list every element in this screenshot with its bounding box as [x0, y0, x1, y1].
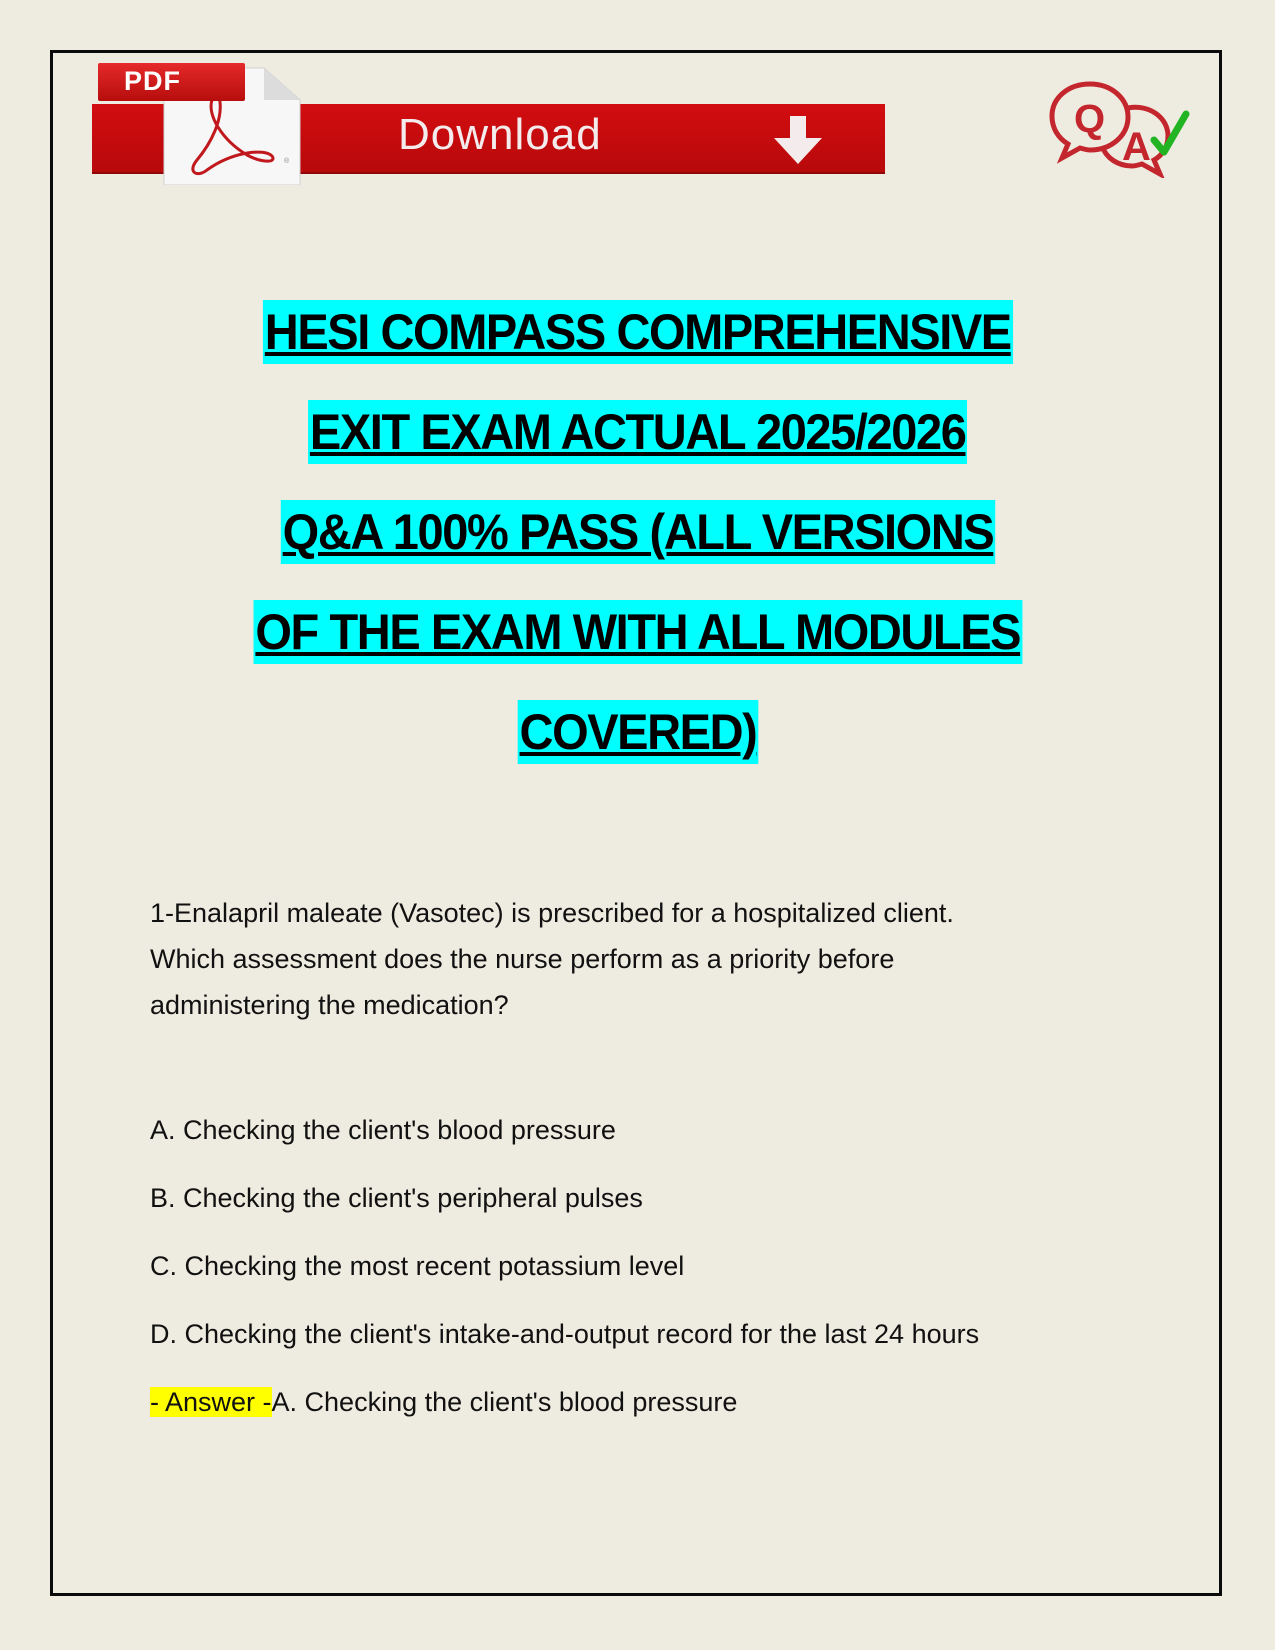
svg-text:A: A: [1122, 125, 1151, 169]
qa-bubbles-icon: [1040, 78, 1210, 178]
svg-text:®: ®: [284, 158, 290, 165]
answer-text: A. Checking the client's blood pressure: [271, 1387, 738, 1417]
title-line: EXIT EXAM ACTUAL 2025/2026: [60, 400, 1215, 500]
title-line: Q&A 100% PASS (ALL VERSIONS: [60, 500, 1215, 600]
answer-options: [150, 1113, 979, 1385]
svg-text:Q: Q: [1074, 97, 1106, 141]
title-line: COVERED): [60, 700, 1215, 800]
document-title: [60, 300, 1215, 800]
answer-line: [150, 1385, 737, 1419]
title-line: HESI COMPASS COMPREHENSIVE: [60, 300, 1215, 400]
question-block: [150, 890, 1150, 1417]
question-line: 1-Enalapril maleate (Vasotec) is prescribed for a hospitalized client.: [150, 898, 954, 928]
title-line: OF THE EXAM WITH ALL MODULES: [60, 600, 1215, 700]
question-line: administering the medication?: [150, 990, 509, 1020]
answer-label: - Answer -: [150, 1387, 272, 1417]
option-c: C. Checking the most recent potassium level: [150, 1251, 685, 1281]
option-a: A. Checking the client's blood pressure: [150, 1115, 616, 1145]
option-d: D. Checking the client's intake-and-output record for the last 24 hours: [150, 1319, 980, 1349]
download-arrow-icon: [768, 114, 828, 166]
pdf-tab: PDF: [98, 63, 245, 101]
pdf-download-banner[interactable]: [92, 60, 887, 185]
qa-logo: [1040, 78, 1210, 178]
download-label: Download: [398, 110, 602, 159]
question-stem: [150, 890, 1150, 1028]
question-line: Which assessment does the nurse perform as a priority before: [150, 944, 895, 974]
option-b: B. Checking the client's peripheral pulses: [150, 1183, 643, 1213]
